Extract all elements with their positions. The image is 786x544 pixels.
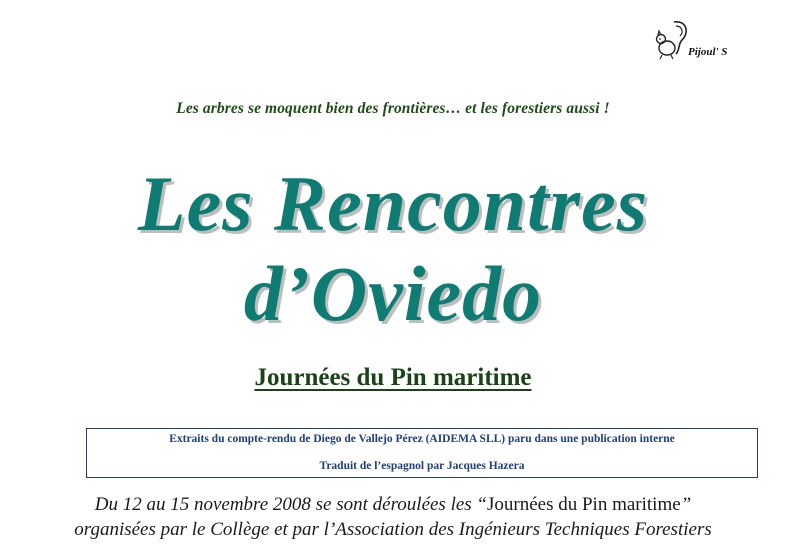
tagline: Les arbres se moquent bien des frontières… et les forestiers aussi ! [176, 100, 610, 117]
title-line-1: Les Rencontres [137, 160, 649, 247]
title-line-2: d’Oviedo [243, 250, 543, 337]
credits-box [86, 428, 758, 478]
intro-event-name: Journées du Pin maritime [487, 494, 681, 515]
credits-source: Extraits du compte-rendu de Diego de Vallejo Pérez (AIDEMA SLL) paru dans une publication interne [169, 433, 675, 445]
logo [652, 18, 742, 66]
subtitle-text: Journées du Pin maritime [254, 364, 532, 391]
squirrel-icon [652, 18, 692, 62]
subtitle [0, 364, 786, 392]
intro-prefix: Du 12 au 15 novembre 2008 se sont déroulées les “ [94, 494, 487, 515]
intro-line-2: organisées par le Collège et par l’Association des Ingénieurs Techniques Forestiers [74, 519, 712, 540]
credits-translator: Traduit de l’espagnol par Jacques Hazera [319, 460, 525, 472]
intro-suffix: ” [680, 494, 692, 515]
intro-line-1 [0, 494, 786, 516]
logo-text: Pijoul' S [688, 46, 728, 58]
